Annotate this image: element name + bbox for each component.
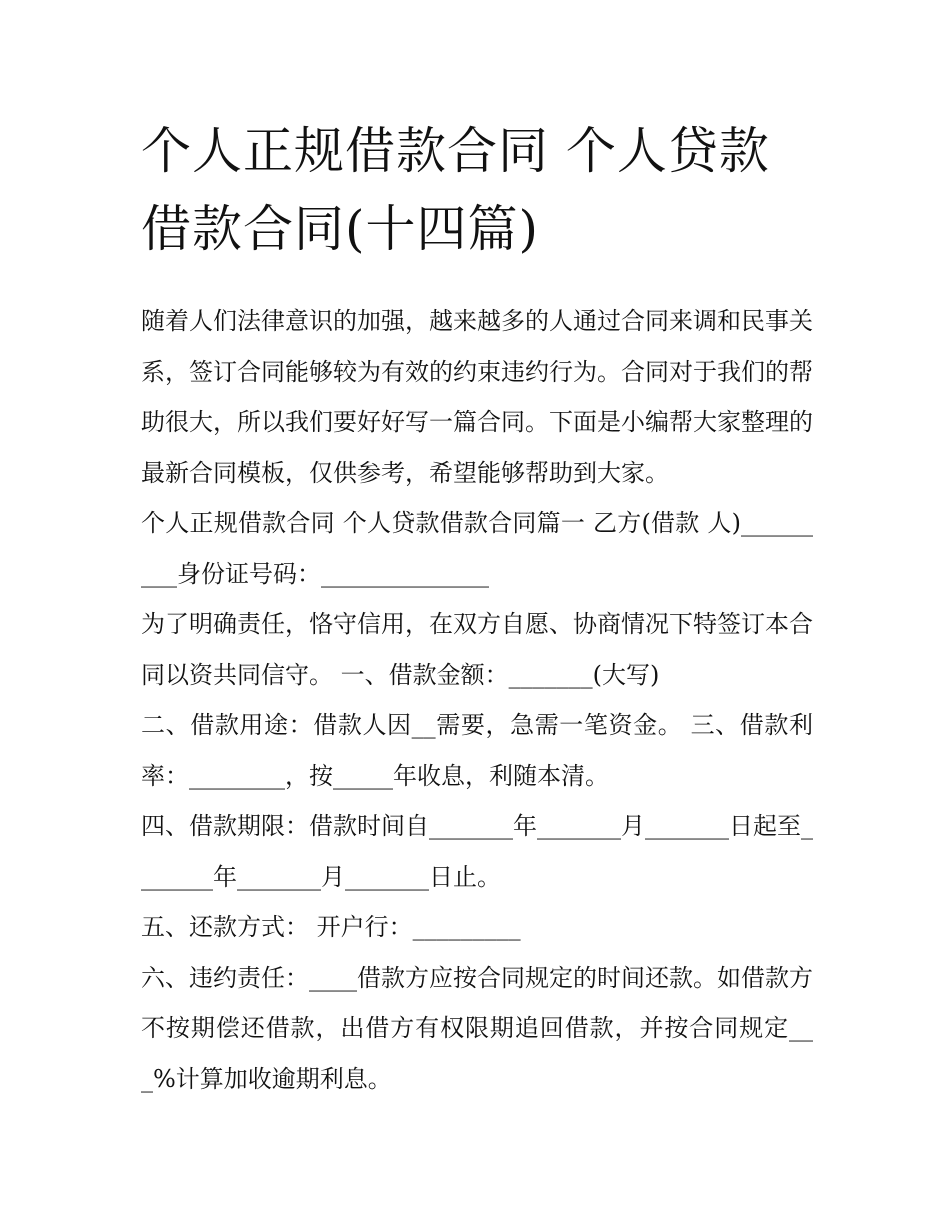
clause-repayment-paragraph: 五、还款方式： 开户行：_________ bbox=[141, 913, 521, 941]
clause-purpose-rate-paragraph: 二、借款用途：借款人因__需要，急需一笔资金。 三、借款利率：________，按_____年收息，利随本清。 bbox=[141, 711, 813, 790]
document-page bbox=[141, 112, 813, 1104]
clause-amount-paragraph: 为了明确责任，恪守信用，在双方自愿、协商情况下特签订本合同以资共同信守。 一、借款金额：_______(大写) bbox=[141, 610, 813, 689]
intro-paragraph: 随着人们法律意识的加强，越来越多的人通过合同来调和民事关系，签订合同能够较为有效的约束违约行为。合同对于我们的帮助很大，所以我们要好好写一篇合同。下面是小编帮大家整理的最新合同模板，仅供参考，希望能够帮助到大家。 bbox=[141, 307, 813, 487]
clause-liability-paragraph: 六、违约责任：____借款方应按合同规定的时间还款。如借款方不按期偿还借款，出借方有权限期追回借款，并按合同规定___%计算加收逾期利息。 bbox=[141, 963, 813, 1093]
clause-term-paragraph: 四、借款期限：借款时间自_______年_______月_______日起至_______年_______月_______日止。 bbox=[141, 812, 813, 891]
contract-heading-paragraph: 个人正规借款合同 个人贷款借款合同篇一 乙方(借款 人)_________身份证号码：______________ bbox=[141, 509, 813, 588]
document-title: 个人正规借款合同 个人贷款借款合同(十四篇) bbox=[141, 122, 770, 258]
